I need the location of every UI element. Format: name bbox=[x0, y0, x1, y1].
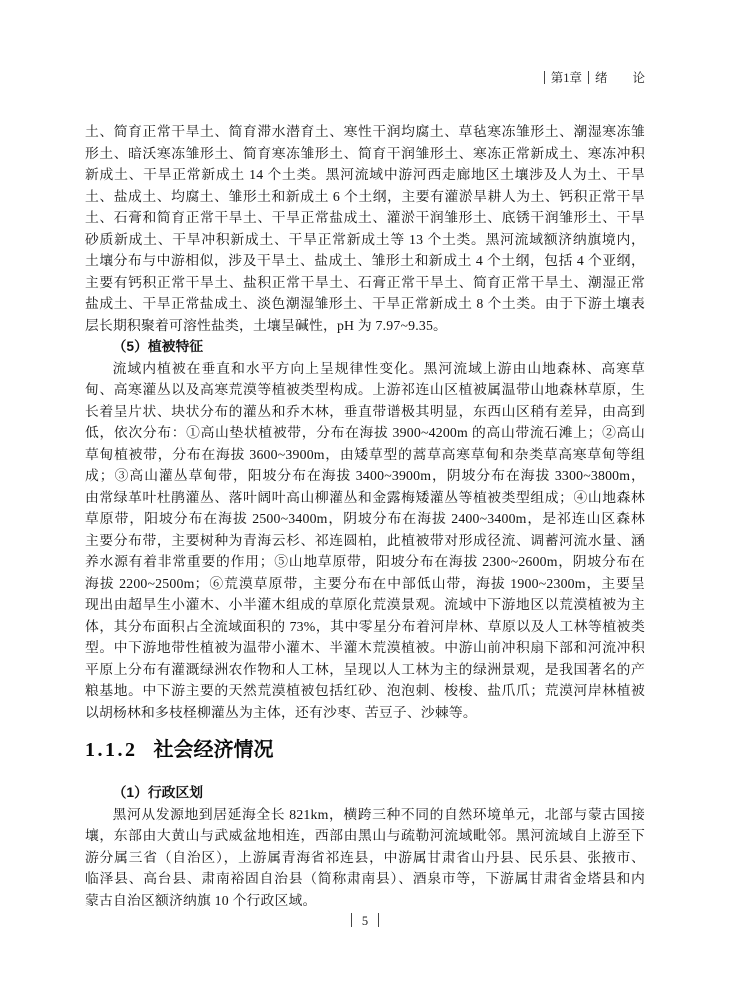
footer-divider-bar bbox=[378, 913, 379, 927]
chapter-section-title: 绪 论 bbox=[594, 71, 645, 85]
section-heading-label: 社会经济情况 bbox=[153, 739, 274, 761]
section-heading-number: 1.1.2 bbox=[85, 739, 138, 761]
text-line: 土、盐成土、均腐土、雏形土和新成土 6 个土纲，主要有灌淤旱耕人为土、钙积正常干旱 bbox=[85, 188, 645, 204]
text-line: 游分属三省（自治区），上游属青海省祁连县，中游属甘肃省山丹县、民乐县、张掖市、 bbox=[85, 849, 645, 865]
text-line: 土壤分布与中游相似，涉及干旱土、盐成土、雏形土和新成土 4 个土纲，包括 4 个亚纲， bbox=[85, 253, 645, 268]
text-line: 主要有钙积正常干旱土、盐积正常干旱土、石膏正常干旱土、简育正常干旱土、潮湿正常 bbox=[85, 274, 645, 290]
text-line: 成；③高山灌丛草甸带，阳坡分布在海拔 3400~3900m，阴坡分布在海拔 3300~3800m， bbox=[85, 468, 645, 483]
text-line: 型。中下游地带性植被为温带小灌木、半灌木荒漠植被。中游山前冲积扇下部和河流冲积 bbox=[85, 640, 645, 655]
header-divider-bar bbox=[544, 71, 545, 84]
page-number: 5 bbox=[361, 914, 369, 928]
paragraph-administrative-division bbox=[85, 804, 645, 912]
text-line: 壤，东部由大黄山与武威盆地相连，西部由黑山与疏勒河流域毗邻。黑河流域自上游至下 bbox=[85, 828, 645, 843]
text-line: 由常绿革叶杜鹃灌丛、落叶阔叶高山柳灌丛和金露梅矮灌丛等植被类型组成；④山地森林 bbox=[85, 489, 645, 505]
subheading-administrative-division: （1）行政区划 bbox=[112, 785, 204, 800]
text-line: 粮基地。中下游主要的天然荒漠植被包括红砂、泡泡刺、梭梭、盐爪爪；荒漠河岸林植被 bbox=[85, 683, 645, 698]
chapter-label: 第1章 bbox=[550, 71, 582, 85]
text-block bbox=[85, 121, 645, 911]
text-line: 土、简育正常干旱土、简育滞水潜育土、寒性干润均腐土、草毡寒冻雏形土、潮湿寒冻雏 bbox=[85, 124, 645, 139]
text-line: 流域内植被在垂直和水平方向上呈规律性变化。黑河流域上游由山地森林、高寒草 bbox=[112, 360, 645, 376]
text-line: 层长期积聚着可溶性盐类，土壤呈碱性，pH 为 7.97~9.35。 bbox=[85, 317, 448, 333]
text-line: 平原上分布有灌溉绿洲农作物和人工林，呈现以人工林为主的绿洲景观，是我国著名的产 bbox=[85, 661, 645, 677]
text-line: 砂质新成土、干旱冲积新成土、干旱正常新成土等 13 个土类。黑河流域额济纳旗境内， bbox=[85, 231, 645, 247]
text-line: 现出由超旱生小灌木、小半灌木组成的草原化荒漠景观。流域中下游地区以荒漠植被为主 bbox=[85, 597, 645, 612]
subheading-vegetation-features: （5）植被特征 bbox=[112, 339, 204, 354]
paragraph-vegetation bbox=[85, 358, 645, 724]
section-heading-social-economy bbox=[85, 736, 645, 765]
text-line: 主要分布带，主要树种为青海云杉、祁连圆柏，此植被带对形成径流、调蓄河流水量、涵 bbox=[85, 532, 645, 548]
text-line: 长着呈片状、块状分布的灌丛和乔木林，垂直带谱极其明显，东西山区稍有差异，由高到 bbox=[85, 403, 645, 419]
text-line: 草原带，阳坡分布在海拔 2500~3400m，阴坡分布在海拔 2400~3400m，是祁连山区森林 bbox=[85, 511, 645, 526]
text-line: 蒙古自治区额济纳旗 10 个行政区域。 bbox=[85, 892, 317, 908]
text-line: 盐成土、干旱正常盐成土、淡色潮湿雏形土、干旱正常新成土 8 个土类。由于下游土壤表 bbox=[85, 296, 645, 311]
paragraph-soil-types-continued bbox=[85, 121, 645, 336]
text-line: 土、石膏和简育正常干旱土、干旱正常盐成土、灌淤干润雏形土、底锈干润雏形土、干旱 bbox=[85, 210, 645, 225]
text-line: 临泽县、高台县、肃南裕固自治县（简称肃南县）、酒泉市等，下游属甘肃省金塔县和内 bbox=[85, 871, 645, 886]
text-line: 草甸植被带，分布在海拔 3600~3900m，由矮草型的蒿草高寒草甸和杂类草高寒草甸等组 bbox=[85, 446, 645, 462]
footer-divider-bar bbox=[351, 913, 352, 927]
text-line: 甸、高寒灌丛以及高寒荒漠等植被类型构成。上游祁连山区植被属温带山地森林草原，生 bbox=[85, 382, 645, 397]
text-line: 养水源有着非常重要的作用；⑤山地草原带，阳坡分布在海拔 2300~2600m，阴坡分布在 bbox=[85, 554, 645, 569]
header-divider-bar bbox=[588, 71, 589, 84]
text-line: 体，其分布面积占全流域面积的 73%，其中零星分布着河岸林、草原以及人工林等植被类 bbox=[85, 618, 645, 634]
text-line: 海拔 2200~2500m；⑥荒漠草原带，主要分布在中部低山带，海拔 1900~2300m，主要呈 bbox=[85, 575, 645, 591]
running-header bbox=[85, 70, 645, 86]
text-line: 形土、暗沃寒冻雏形土、简育寒冻雏形土、简育干润雏形土、寒冻正常新成土、寒冻冲积 bbox=[85, 145, 645, 161]
text-line: 低，依次分布：①高山垫状植被带，分布在海拔 3900~4200m 的高山带流石滩上；②高山 bbox=[85, 425, 645, 440]
text-line: 以胡杨林和多枝柽柳灌丛为主体，还有沙枣、苦豆子、沙棘等。 bbox=[85, 704, 477, 720]
text-line: 新成土、干旱正常新成土 14 个土类。黑河流域中游河西走廊地区土壤涉及人为土、干旱 bbox=[85, 167, 645, 182]
text-line: 黑河从发源地到居延海全长 821km，横跨三种不同的自然环境单元，北部与蒙古国接 bbox=[112, 806, 645, 822]
running-footer bbox=[85, 913, 645, 930]
